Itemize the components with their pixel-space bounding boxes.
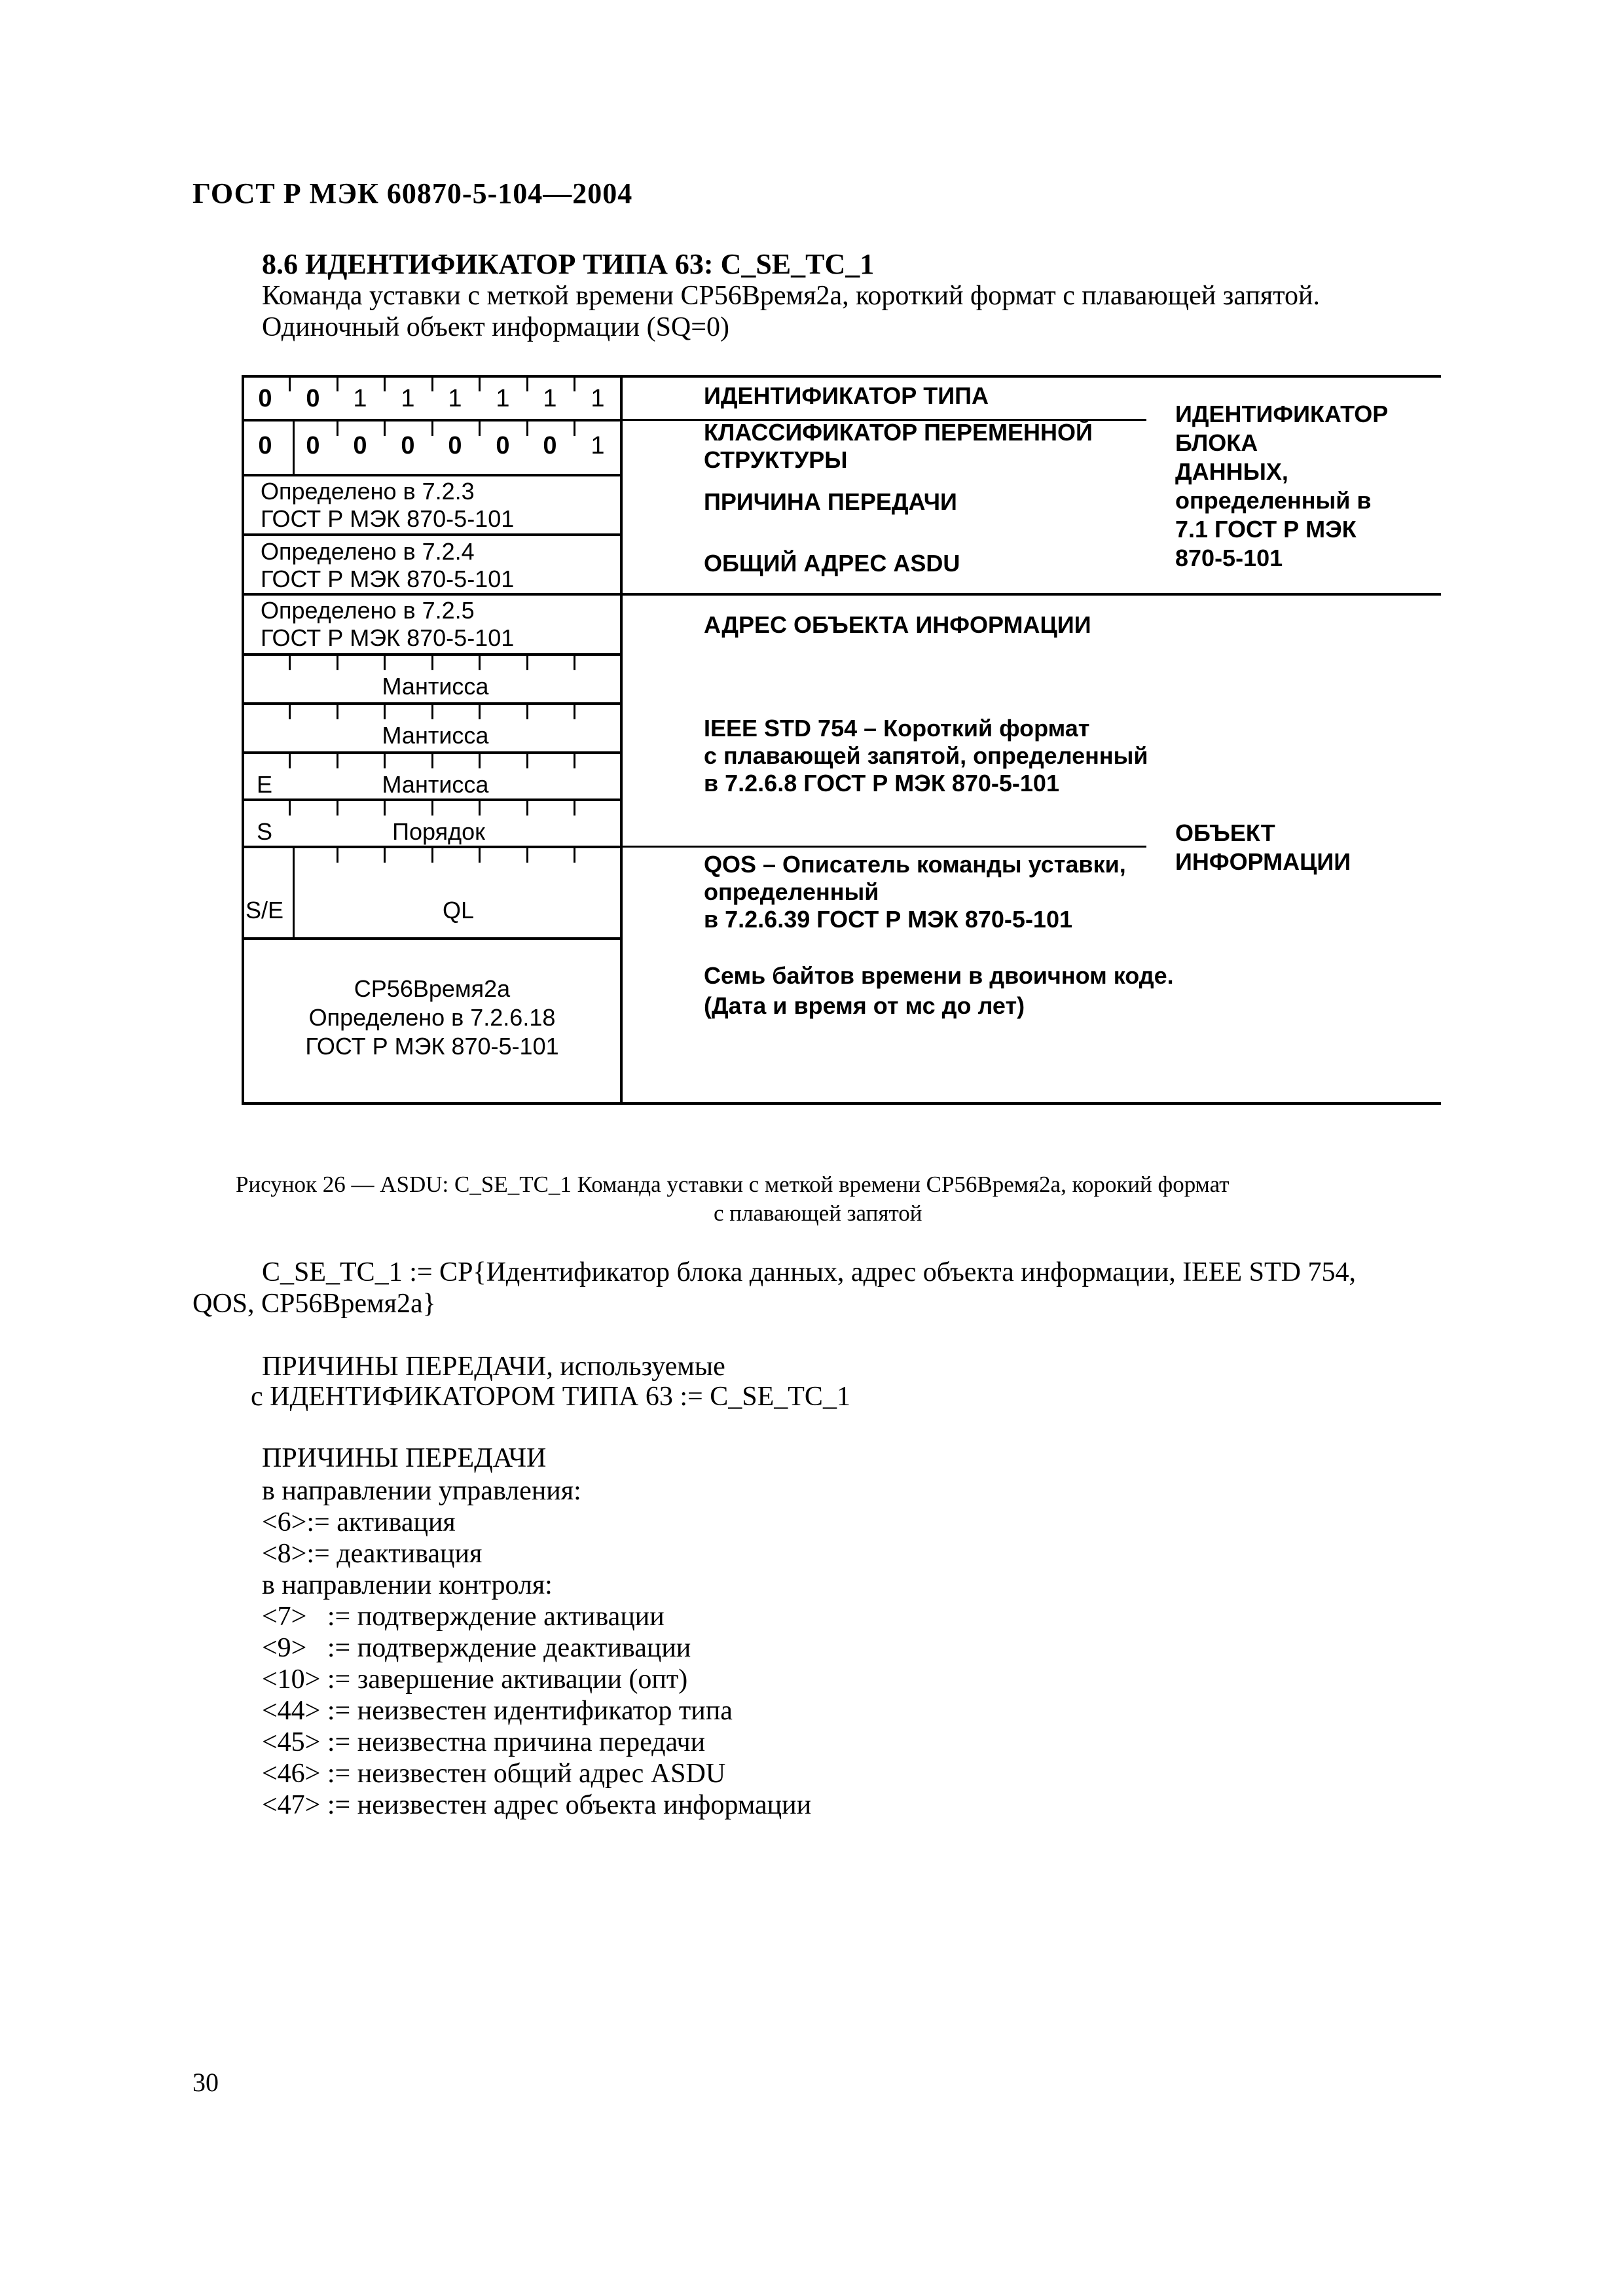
label-dui-line-5: 7.1 ГОСТ Р МЭК (1175, 516, 1357, 543)
cot-list-item: <45> := неизвестна причина передачи (262, 1727, 706, 1757)
bit-tick (431, 848, 433, 863)
row-line (242, 375, 1441, 378)
cot-list-item: <46> := неизвестен общий адрес ASDU (262, 1759, 726, 1789)
row-line (242, 533, 623, 536)
bit-tick (289, 705, 291, 719)
bit-tick (337, 377, 338, 391)
mantissa-label: Мантисса (382, 722, 489, 749)
page-number: 30 (192, 2068, 219, 2097)
bit: 0 (306, 385, 320, 412)
section-description-line-1: Команда уставки с меткой времени CP56Время2а, короткий формат с плавающей запятой. (262, 281, 1321, 311)
bit: 0 (258, 385, 272, 412)
bit-tick (384, 422, 386, 436)
section-heading: 8.6 ИДЕНТИФИКАТОР ТИПА 63: С_SE_TC_1 (262, 248, 875, 280)
label-dui-line-1: ИДЕНТИФИКАТОР (1175, 401, 1389, 427)
cot-list-item: <6>:= активация (262, 1507, 456, 1537)
bit-tick (431, 705, 433, 719)
bit: 1 (496, 385, 510, 412)
bit-tick (337, 754, 338, 768)
label-dui-line-3: ДАННЫХ, (1175, 458, 1288, 485)
diagram-center-border (620, 375, 623, 1105)
bit-tick (289, 656, 291, 670)
bit: 0 (353, 432, 367, 459)
bit: 1 (591, 432, 605, 459)
definition-line-1: С_SE_TC_1 := CP{Идентификатор блока данных, адрес объекта информации, IEEE STD 754, (262, 1257, 1356, 1287)
cot-used-line-2: с ИДЕНТИФИКАТОРОМ ТИПА 63 := С_SE_TC_1 (251, 1382, 850, 1412)
cot-used-line-1: ПРИЧИНЫ ПЕРЕДАЧИ, используемые (262, 1352, 725, 1382)
label-qos-line-3: в 7.2.6.39 ГОСТ Р МЭК 870-5-101 (704, 906, 1072, 933)
bit-tick (289, 754, 291, 768)
bit-tick (337, 705, 338, 719)
label-ioa: АДРЕС ОБЪЕКТА ИНФОРМАЦИИ (704, 611, 1091, 638)
bit-tick (574, 377, 575, 391)
label-dui-line-2: БЛОКА (1175, 429, 1258, 456)
bit-tick (384, 801, 386, 816)
bit-tick (526, 656, 528, 670)
row-line (242, 937, 623, 940)
bit-tick (431, 377, 433, 391)
bit-tick (526, 754, 528, 768)
label-common-address: ОБЩИЙ АДРЕС ASDU (704, 550, 960, 577)
diagram-left-border (242, 375, 244, 1105)
bit-tick (289, 801, 291, 816)
cot-list-item: <9> := подтверждение деактивации (262, 1633, 691, 1663)
definition-line-2: QOS, CP56Время2а} (192, 1289, 436, 1319)
bit: 1 (591, 385, 605, 412)
label-dui-line-4: определенный в (1175, 487, 1372, 514)
label-cot: ПРИЧИНА ПЕРЕДАЧИ (704, 488, 957, 515)
bit-tick (384, 848, 386, 863)
bit-tick (337, 656, 338, 670)
ioa-definition-line-2: ГОСТ Р МЭК 870-5-101 (261, 624, 515, 651)
bit-divider (293, 422, 295, 474)
label-ieee-line-3: в 7.2.6.8 ГОСТ Р МЭК 870-5-101 (704, 770, 1059, 797)
label-info-object-line-2: ИНФОРМАЦИИ (1175, 848, 1351, 875)
label-dui-line-6: 870-5-101 (1175, 545, 1283, 571)
cot-list-item: в направлении контроля: (262, 1570, 553, 1600)
bit-tick (384, 705, 386, 719)
label-qos-line-2: определенный (704, 878, 879, 905)
mantissa-label: Мантисса (382, 771, 489, 798)
bit-tick (574, 848, 575, 863)
asdu-address-definition-line-2: ГОСТ Р МЭК 870-5-101 (261, 565, 515, 592)
label-time-line-2: (Дата и время от мс до лет) (704, 992, 1025, 1019)
bit: 1 (401, 385, 415, 412)
cot-definition-line-2: ГОСТ Р МЭК 870-5-101 (261, 505, 515, 532)
bit-tick (479, 377, 481, 391)
bit-tick (574, 754, 575, 768)
asdu-diagram (0, 0, 1623, 1126)
bit-tick (479, 705, 481, 719)
label-time-line-1: Семь байтов времени в двоичном коде. (704, 962, 1174, 989)
bit: 1 (353, 385, 367, 412)
time-cell-line-3: ГОСТ Р МЭК 870-5-101 (305, 1033, 559, 1060)
label-qos-line-1: QOS – Описатель команды уставки, (704, 851, 1126, 878)
bit-tick (431, 656, 433, 670)
bit: 0 (543, 432, 557, 459)
cot-list-title: ПРИЧИНЫ ПЕРЕДАЧИ (262, 1443, 547, 1473)
label-vsq-line-1: КЛАССИФИКАТОР ПЕРЕМЕННОЙ (704, 419, 1093, 446)
bit-tick (431, 801, 433, 816)
bit: 0 (306, 432, 320, 459)
exponent-bit-label: E (257, 771, 273, 798)
row-line (242, 593, 1441, 596)
label-vsq-line-2: СТРУКТУРЫ (704, 446, 848, 473)
figure-caption-line-1: Рисунок 26 — ASDU: С_SE_TC_1 Команда уставки с меткой времени CP56Время2а, корокий формат (236, 1172, 1230, 1197)
bit-tick (574, 705, 575, 719)
figure-caption-line-2: с плавающей запятой (714, 1200, 922, 1226)
label-type-id: ИДЕНТИФИКАТОР ТИПА (704, 382, 989, 409)
se-divider (293, 848, 295, 937)
bit: 0 (448, 432, 462, 459)
bit-tick (574, 656, 575, 670)
label-ieee-line-2: с плавающей запятой, определенный (704, 742, 1148, 769)
bit-tick (479, 656, 481, 670)
cot-list-item: <8>:= деактивация (262, 1539, 483, 1569)
bit-tick (384, 377, 386, 391)
mantissa-label: Мантисса (382, 673, 489, 700)
bit-tick (479, 801, 481, 816)
bit-tick (337, 801, 338, 816)
row-line (242, 1102, 1441, 1105)
cot-definition-line-1: Определено в 7.2.3 (261, 478, 475, 505)
bit-tick (574, 422, 575, 436)
bit-tick (289, 377, 291, 391)
ioa-definition-line-1: Определено в 7.2.5 (261, 597, 475, 624)
se-bit-label: S/E (246, 897, 284, 924)
cot-list-item: <44> := неизвестен идентификатор типа (262, 1696, 733, 1726)
bit-tick (431, 754, 433, 768)
bit-tick (337, 422, 338, 436)
bit-tick (479, 754, 481, 768)
time-cell-line-2: Определено в 7.2.6.18 (308, 1004, 556, 1031)
bit-tick (384, 754, 386, 768)
bit-tick (526, 422, 528, 436)
cot-list-item: в направлении управления: (262, 1476, 581, 1506)
time-cell-line-1: CP56Время2а (354, 975, 511, 1002)
bit-tick (479, 848, 481, 863)
label-info-object-line-1: ОБЪЕКТ (1175, 819, 1275, 846)
bit-tick (526, 801, 528, 816)
bit-tick (526, 848, 528, 863)
row-line (242, 474, 623, 476)
cot-list-item: <47> := неизвестен адрес объекта информации (262, 1790, 812, 1820)
sign-bit-label: S (257, 818, 273, 845)
bit: 1 (543, 385, 557, 412)
bit-tick (526, 377, 528, 391)
bit-tick (431, 422, 433, 436)
bit: 0 (401, 432, 415, 459)
asdu-address-definition-line-1: Определено в 7.2.4 (261, 538, 475, 565)
row-line (623, 846, 1146, 848)
ql-label: QL (442, 897, 475, 924)
order-label: Порядок (392, 818, 485, 845)
cot-list-item: <10> := завершение активации (опт) (262, 1664, 688, 1695)
bit-tick (384, 656, 386, 670)
document-header: ГОСТ Р МЭК 60870-5-104—2004 (192, 177, 633, 209)
bit-tick (479, 422, 481, 436)
bit-tick (337, 848, 338, 863)
bit: 0 (258, 432, 272, 459)
bit-tick (574, 801, 575, 816)
label-ieee-line-1: IEEE STD 754 – Короткий формат (704, 715, 1090, 742)
bit: 1 (448, 385, 462, 412)
cot-list-item: <7> := подтверждение активации (262, 1602, 665, 1632)
section-description-line-2: Одиночный объект информации (SQ=0) (262, 312, 729, 342)
bit-tick (526, 705, 528, 719)
bit: 0 (496, 432, 510, 459)
